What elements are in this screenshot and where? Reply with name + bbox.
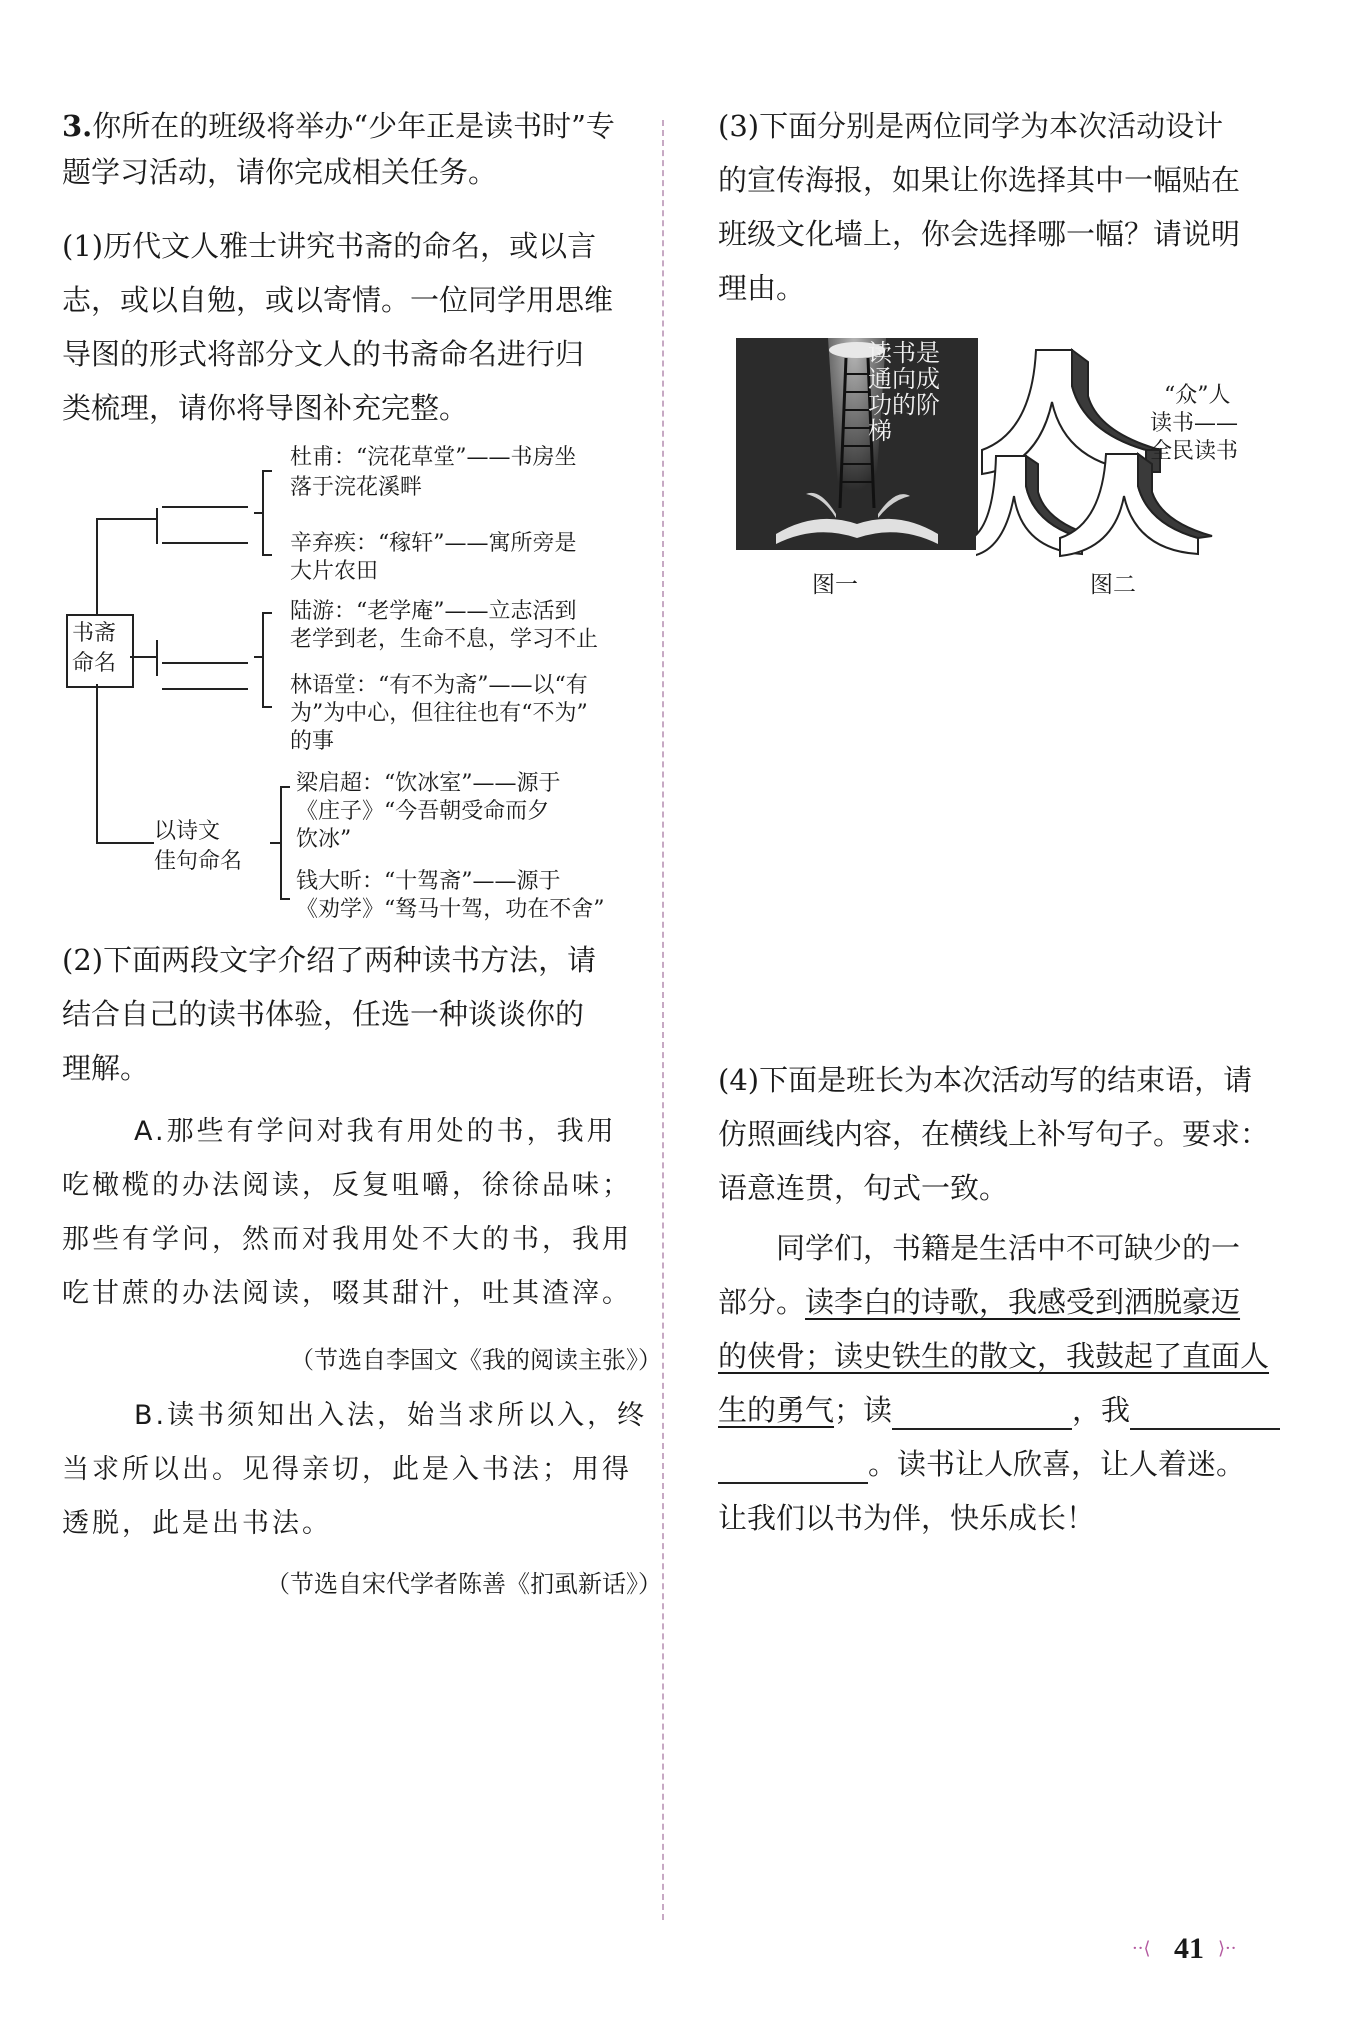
question-intro-line-1: 3.你所在的班级将举办“少年正是读书时”专: [62, 109, 615, 143]
task3-line-1: (3)下面分别是两位同学为本次活动设计: [718, 109, 1224, 143]
ladder-book-illustration: [736, 338, 978, 550]
task1-line-2: 志，或以自勉，或以寄情。一位同学用思维: [62, 283, 614, 317]
passage-b-line-2: 当求所以出。见得亲切，此是入书法；用得: [62, 1454, 632, 1485]
mind-map-item-2-line-1: 辛弃疾：“稼轩”——寓所旁是: [290, 531, 577, 556]
mind-map: [0, 0, 662, 920]
task2-line-2: 结合自己的读书体验，任选一种谈谈你的: [62, 997, 585, 1031]
passage-b-line-1: B.读书须知出入法，始当求所以入，终: [134, 1400, 648, 1431]
task2-line-1: (2)下面两段文字介绍了两种读书方法，请: [62, 943, 597, 977]
passage-a-line-1: A.那些有学问对我有用处的书，我用: [134, 1116, 617, 1147]
task4-block: [718, 1060, 1278, 1560]
passage-a-line-3: 那些有学问，然而对我用处不大的书，我用: [62, 1224, 632, 1255]
mind-map-item-1-line-2: 落于浣花溪畔: [290, 475, 423, 500]
task1-line-4: 类梳理，请你将导图补充完整。: [62, 391, 469, 425]
mind-map-root-line-1: 书斋: [72, 621, 117, 646]
poster-1-text-line-1: 读书是: [868, 339, 940, 367]
poster-1: [736, 338, 978, 550]
passage-a-source: （节选自李国文《我的阅读主张》）: [290, 1346, 662, 1374]
task2-line-3: 理解。: [62, 1051, 150, 1085]
closing-line-4: 生的勇气；读 ，我: [718, 1390, 1278, 1430]
mind-map-item-5-line-1: 梁启超：“饮冰室”——源于: [296, 771, 561, 796]
task4-line-1: (4)下面是班长为本次活动写的结束语，请: [718, 1063, 1253, 1097]
underlined-model-sentence-part-3: 生的勇气: [718, 1393, 835, 1427]
closing-line-6: 让我们以书为伴，快乐成长！: [718, 1501, 1096, 1535]
mind-map-item-5-line-2: 《庄子》“今吾朝受命而夕: [296, 799, 550, 824]
poster-2: [976, 346, 1262, 562]
closing-line-1: 同学们，书籍是生活中不可缺少的一: [776, 1231, 1241, 1265]
underlined-model-sentence-part-1: 读李白的诗歌，我感受到洒脱豪迈: [805, 1285, 1241, 1319]
mind-map-item-5-line-3: 饮冰”: [296, 827, 352, 852]
page-number-badge: ··⟨ 41 ⟩··: [1132, 1932, 1237, 1965]
poster-2-text-line-3: 全民读书: [1150, 439, 1239, 464]
answer-blank-1[interactable]: [162, 484, 248, 508]
passage-a-line-2: 吃橄榄的办法阅读，反复咀嚼，徐徐品味；: [62, 1170, 632, 1201]
question-intro-line-2: 题学习活动，请你完成相关任务。: [62, 155, 498, 189]
task3-line-2: 的宣传海报，如果让你选择其中一幅贴在: [718, 163, 1241, 197]
fill-blank-feeling-part-2[interactable]: [718, 1452, 868, 1484]
closing-line-3: [718, 1336, 1278, 1376]
task1-line-1: (1)历代文人雅士讲究书斋的命名，或以言: [62, 229, 597, 263]
task3-line-3: 班级文化墙上，你会选择哪一幅？请说明: [718, 217, 1241, 251]
closing-line-5: 。读书让人欣喜，让人着迷。: [718, 1444, 1278, 1484]
passage-b-source: （节选自宋代学者陈善《扪虱新话》）: [266, 1570, 662, 1598]
poster-2-text-line-1: “众”人: [1164, 383, 1231, 408]
mind-map-item-6-line-1: 钱大昕：“十驾斋”——源于: [296, 869, 561, 894]
column-divider: [662, 120, 664, 1920]
task4-line-3: 语意连贯，句式一致。: [718, 1171, 1009, 1205]
answer-blank-4[interactable]: [162, 666, 248, 690]
mind-map-item-4-line-3: 的事: [290, 729, 335, 754]
answer-blank-3[interactable]: [162, 640, 248, 664]
answer-blank-2[interactable]: [162, 520, 248, 544]
poster-2-text-line-2: 读书——: [1150, 411, 1239, 436]
mind-map-group-label-line-1: 以诗文: [154, 819, 221, 844]
question-number: 3.: [62, 109, 93, 143]
fill-blank-feeling-part-1[interactable]: [1130, 1398, 1280, 1430]
task4-line-2: 仿照画线内容，在横线上补写句子。要求：: [718, 1117, 1270, 1151]
mind-map-item-4-line-2: 为”为中心，但往往也有“不为”: [290, 701, 588, 726]
page-number: 41: [1174, 1932, 1204, 1965]
poster-1-caption: 图一: [812, 572, 858, 598]
poster-1-text-line-3: 功的阶: [868, 391, 940, 419]
mind-map-item-2-line-2: 大片农田: [290, 559, 379, 584]
task3-line-4: 理由。: [718, 271, 806, 305]
mind-map-item-4-line-1: 林语堂：“有不为斋”——以“有: [290, 673, 588, 698]
poster-1-text-line-2: 通向成: [868, 365, 940, 393]
closing-line-2: 部分。读李白的诗歌，我感受到洒脱豪迈: [718, 1285, 1241, 1319]
mind-map-item-3-line-2: 老学到老，生命不息，学习不止: [290, 627, 599, 652]
mind-map-root-line-2: 命名: [72, 651, 117, 676]
left-column-lower: [62, 940, 662, 1598]
mind-map-item-1-line-1: 杜甫：“浣花草堂”——书房坐: [290, 445, 577, 470]
mind-map-item-3-line-1: 陆游：“老学庵”——立志活到: [290, 599, 577, 624]
mind-map-group-label-line-2: 佳句命名: [154, 849, 243, 874]
mind-map-item-6-line-2: 《劝学》“驽马十驾，功在不舍”: [296, 897, 605, 922]
passage-b-line-3: 透脱，此是出书法。: [62, 1508, 332, 1539]
poster-1-text-line-4: 梯: [868, 417, 892, 445]
underlined-model-sentence-part-2: 的侠骨；读史铁生的散文，我鼓起了直面人: [718, 1339, 1270, 1373]
fill-blank-reading[interactable]: [892, 1398, 1072, 1430]
poster-2-caption: 图二: [1090, 572, 1136, 598]
task1-line-3: 导图的形式将部分文人的书斋命名进行归: [62, 337, 585, 371]
passage-a-line-4: 吃甘蔗的办法阅读，啜其甜汁，吐其渣滓。: [62, 1278, 632, 1309]
